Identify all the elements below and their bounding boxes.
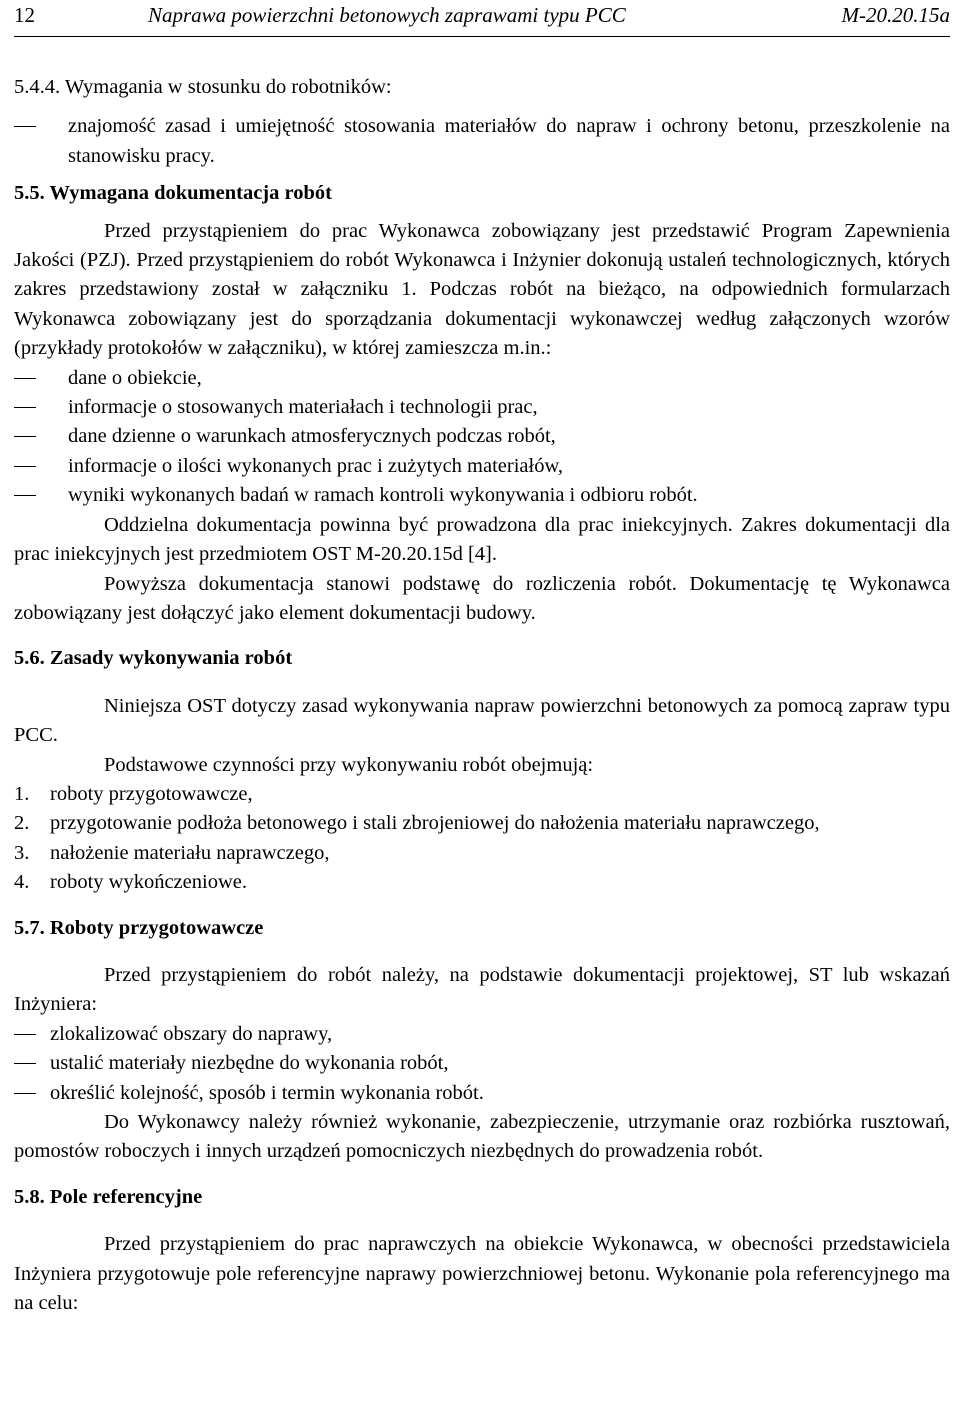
numbered-item bbox=[14, 809, 950, 838]
list-item: zlokalizować obszary do naprawy, bbox=[14, 1020, 950, 1049]
item-text: roboty wykończeniowe. bbox=[50, 871, 247, 894]
list-item: znajomość zasad i umiejętność stosowania materiałów do napraw i ochrony betonu, przeszkolenie na stanowisku pracy. bbox=[14, 112, 950, 171]
list-item: określić kolejność, sposób i termin wykonania robót. bbox=[14, 1079, 950, 1108]
section-5-8 bbox=[14, 1183, 950, 1319]
item-text: nałożenie materiału naprawczego, bbox=[50, 841, 330, 864]
section-heading: 5.6. Zasady wykonywania robót bbox=[14, 647, 293, 670]
paragraph: Do Wykonawcy należy również wykonanie, zabezpieczenie, utrzymanie oraz rozbiórka rusztowań, pomostów roboczych i innych urządzeń pomocniczych niezbędnych do prowadzenia robót. bbox=[14, 1111, 950, 1163]
paragraph: Powyższa dokumentacja stanowi podstawę do rozliczenia robót. Dokumentację tę Wykonawca zobowiązany jest dołączyć jako element dokumentacji budowy. bbox=[14, 572, 950, 624]
section-5-6 bbox=[14, 644, 950, 897]
list-item: informacje o stosowanych materiałach i technologii prac, bbox=[14, 393, 950, 422]
section-5-7 bbox=[14, 914, 950, 1167]
numbered-item bbox=[14, 780, 950, 809]
page-header bbox=[14, 0, 950, 37]
item-text: roboty przygotowawcze, bbox=[50, 782, 253, 805]
section-heading: 5.4.4. Wymagania w stosunku do robotników: bbox=[14, 76, 392, 98]
paragraph: Oddzielna dokumentacja powinna być prowadzona dla prac iniekcyjnych. Zakres dokumentacji dla prac iniekcyjnych jest przedmiotem OST M-20.20.15d [4]. bbox=[14, 513, 950, 566]
paragraph: Przed przystąpieniem do prac Wykonawca zobowiązany jest przedstawić Program Zapewnienia Jakości (PZJ). Przed przystąpieniem do robót Wykonawca i Inżynier dokonują ustaleń technologicznych, których zakres przedstawiony został w załączniku 1. Podczas robót na bieżąco, na odpowiednich formularzach Wykonawca zobowiązany jest do sporządzania dokumentacji wykonawczej według załączonych wzorów (przykłady protokołów w załączniku), w której zamieszcza m.in.: bbox=[14, 219, 950, 360]
section-5-4-4 bbox=[14, 73, 950, 171]
list-item: dane dzienne o warunkach atmosferycznych podczas robót, bbox=[14, 422, 950, 451]
item-number: 2. bbox=[14, 812, 30, 835]
list-item: dane o obiekcie, bbox=[14, 364, 950, 393]
item-text: przygotowanie podłoża betonowego i stali zbrojeniowej do nałożenia materiału naprawczego, bbox=[50, 812, 820, 835]
section-heading: 5.8. Pole referencyjne bbox=[14, 1185, 203, 1208]
section-heading: 5.7. Roboty przygotowawcze bbox=[14, 916, 264, 939]
paragraph: Niniejsza OST dotyczy zasad wykonywania napraw powierzchni betonowych za pomocą zapraw typu PCC. bbox=[14, 694, 950, 747]
item-number: 3. bbox=[14, 841, 30, 864]
numbered-item bbox=[14, 839, 950, 868]
spec-code: M-20.20.15a bbox=[841, 3, 950, 27]
item-number: 1. bbox=[14, 782, 30, 805]
document-title: Naprawa powierzchni betonowych zaprawami typu PCC bbox=[148, 3, 626, 27]
document-page bbox=[14, 0, 950, 1318]
section-heading: 5.5. Wymagana dokumentacja robót bbox=[14, 182, 332, 205]
list-item: informacje o ilości wykonanych prac i zużytych materiałów, bbox=[14, 452, 950, 481]
paragraph: Podstawowe czynności przy wykonywaniu robót obejmują: bbox=[104, 753, 594, 776]
list-item: ustalić materiały niezbędne do wykonania robót, bbox=[14, 1049, 950, 1078]
paragraph: Przed przystąpieniem do robót należy, na podstawie dokumentacji projektowej, ST lub wskazań Inżyniera: bbox=[14, 963, 950, 1016]
list-item: wyniki wykonanych badań w ramach kontroli wykonywania i odbioru robót. bbox=[14, 481, 950, 510]
section-5-5 bbox=[14, 179, 950, 628]
item-number: 4. bbox=[14, 871, 30, 894]
numbered-item bbox=[14, 868, 950, 897]
paragraph: Przed przystąpieniem do prac naprawczych na obiekcie Wykonawca, w obecności przedstawiciela Inżyniera przygotowuje pole referencyjne naprawy powierzchniowej betonu. Wykonanie pola referencyjnego ma na celu: bbox=[14, 1233, 950, 1315]
page-number: 12 bbox=[14, 3, 35, 27]
